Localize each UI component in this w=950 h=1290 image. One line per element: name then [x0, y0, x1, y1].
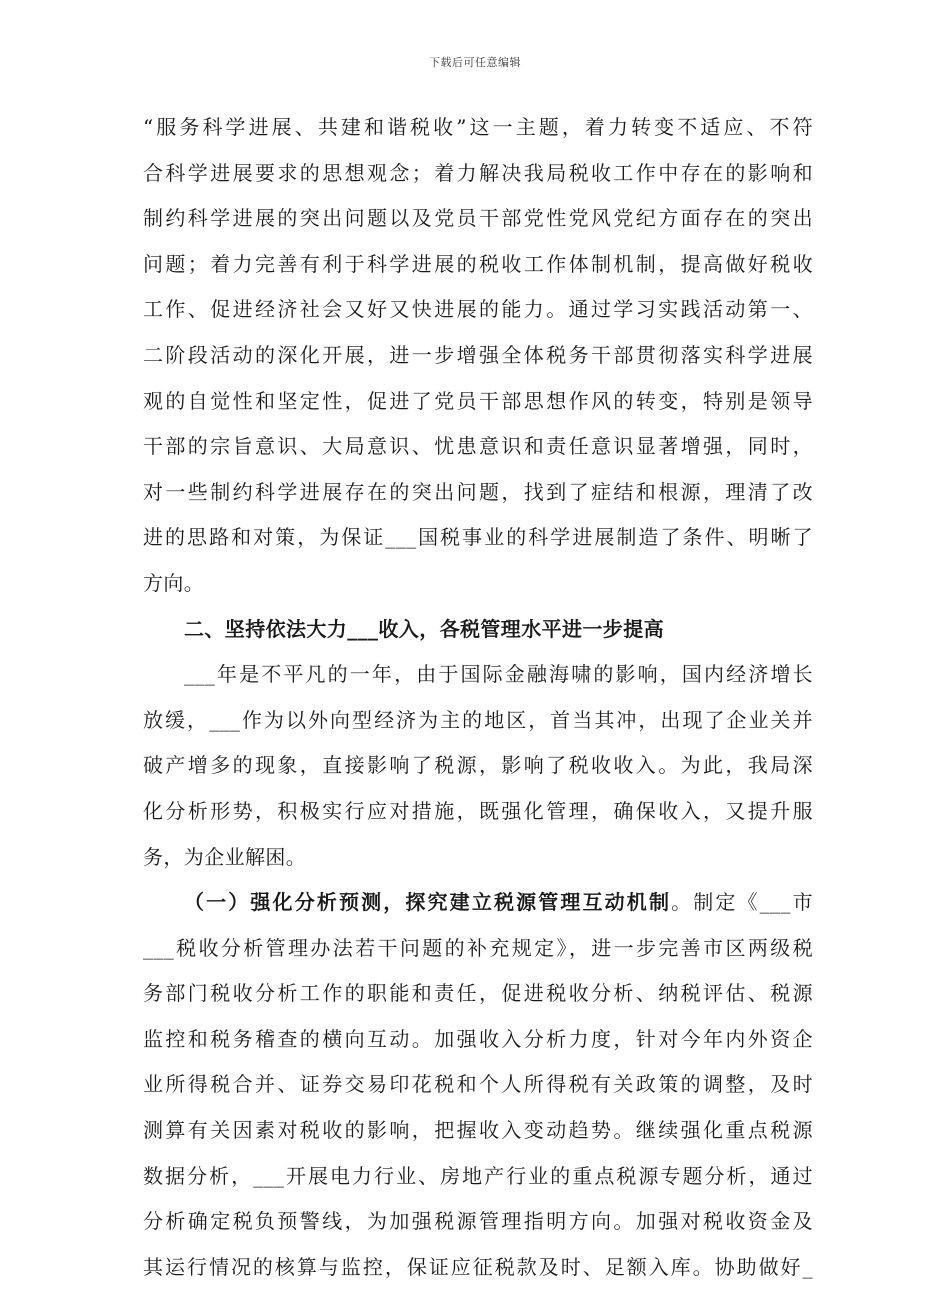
- paragraph-line: 干部的宗旨意识、大局意识、忧患意识和责任意识显著增强，同时，: [143, 434, 813, 459]
- paragraph-line: 务部门税收分析工作的职能和责任，促进税收分析、纳税评估、税源: [143, 981, 813, 1006]
- paragraph-line: 观的自觉性和坚定性，促进了党员干部思想作风的转变，特别是领导: [143, 388, 813, 413]
- subsection-heading: （一）强化分析预测，探究建立税源管理互动机制: [184, 890, 672, 915]
- paragraph-line: 分析确定税负预警线，为加强税源管理指明方向。加强对税收资金及: [143, 1209, 813, 1234]
- paragraph-line: 二阶段活动的深化开展，进一步增强全体税务干部贯彻落实科学进展: [143, 342, 813, 367]
- paragraph-line: 业所得税合并、证券交易印花税和个人所得税有关政策的调整，及时: [143, 1072, 813, 1097]
- paragraph-line: 务，为企业解困。: [143, 844, 307, 869]
- subsection-line: [143, 880, 813, 926]
- section-heading: 二、坚持依法大力___收入，各税管理水平进一步提高: [184, 616, 664, 641]
- paragraph-line: 合科学进展要求的思想观念；着力解决我局税收工作中存在的影响和: [143, 160, 813, 185]
- paragraph-line: 数据分析，___开展电力行业、房地产行业的重点税源专题分析，通过: [143, 1163, 813, 1188]
- paragraph-line: 对一些制约科学进展存在的突出问题，找到了症结和根源，理清了改: [143, 479, 813, 504]
- paragraph-line: ___税收分析管理办法若干问题的补充规定》，进一步完善市区两级税: [143, 935, 813, 960]
- paragraph-line: 进的思路和对策，为保证___国税事业的科学进展制造了条件、明晰了: [143, 525, 813, 550]
- paragraph-line: 测算有关因素对税收的影响，把握收入变动趋势。继续强化重点税源: [143, 1118, 813, 1143]
- paragraph-line: ___年是不平凡的一年，由于国际金融海啸的影响，国内经济增长: [184, 662, 813, 687]
- page-header: 下载后可任意编辑: [429, 56, 521, 69]
- paragraph-line: 其运行情况的核算与监控，保证应征税款及时、足额入库。协助做好_: [143, 1254, 813, 1279]
- paragraph-line: 放缓，___作为以外向型经济为主的地区，首当其冲，出现了企业关并: [143, 707, 813, 732]
- paragraph-line: 方向。: [143, 570, 205, 595]
- paragraph-line: 制约科学进展的突出问题以及党员干部党性党风党纪方面存在的突出: [143, 206, 813, 231]
- document-body: [143, 105, 813, 1290]
- paragraph-line: 破产增多的现象，直接影响了税源，影响了税收收入。为此，我局深: [143, 753, 813, 778]
- paragraph-line: “服务科学进展、共建和谐税收”这一主题，着力转变不适应、不符: [143, 115, 813, 139]
- paragraph-line: 化分析形势，积极实行应对措施，既强化管理，确保收入，又提升服: [143, 798, 813, 823]
- paragraph-line: 监控和税务稽查的横向互动。加强收入分析力度，针对今年内外资企: [143, 1026, 813, 1051]
- paragraph-line: 问题；着力完善有利于科学进展的税收工作体制机制，提高做好税收: [143, 251, 813, 276]
- paragraph-line: 工作、促进经济社会又好又快进展的能力。通过学习实践活动第一、: [143, 297, 813, 322]
- subsection-heading-tail: 。制定《___市: [671, 890, 813, 915]
